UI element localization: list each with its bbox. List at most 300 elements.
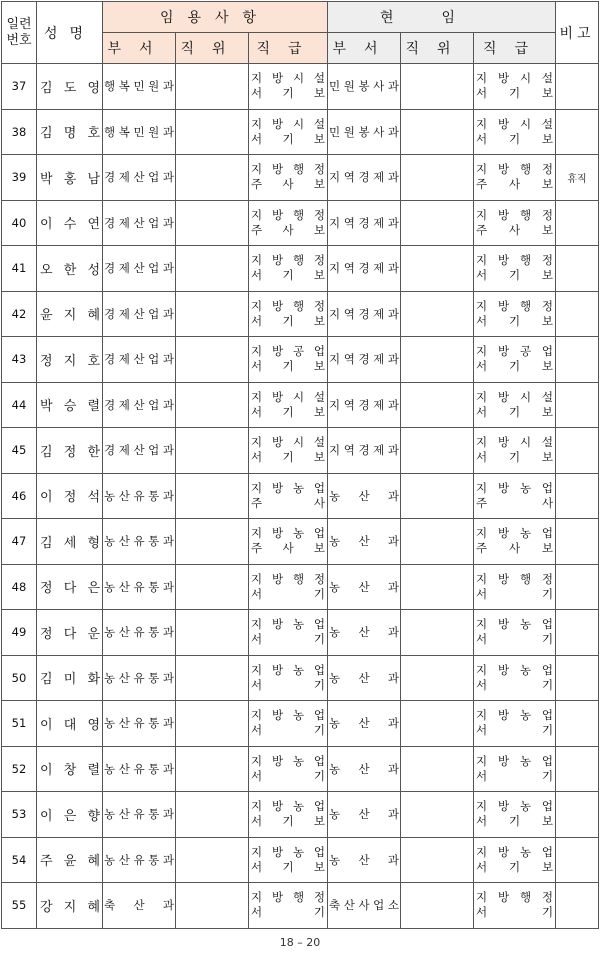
row-current-position (401, 701, 474, 747)
table-row (2, 155, 599, 201)
row-note (556, 109, 599, 155)
row-current-dept (328, 337, 401, 383)
row-current-grade-line-2: 서 기 보 (476, 814, 554, 829)
row-new-position (176, 655, 249, 701)
row-note (556, 200, 599, 246)
row-current-grade-line-2: 서 기 보 (476, 313, 554, 328)
row-name (37, 883, 103, 929)
row-new-grade (249, 746, 328, 792)
row-current-dept-text: 농 산 과 (329, 579, 399, 594)
row-current-dept-text: 농 산 과 (329, 807, 399, 822)
row-seq-number: 54 (2, 837, 37, 883)
row-current-grade-line-1: 지 방 행 정 (476, 207, 554, 222)
row-name-text: 윤 지 혜 (40, 308, 100, 324)
row-name (37, 701, 103, 747)
row-note (556, 64, 599, 110)
row-note: 휴직 (556, 155, 599, 201)
row-seq-number: 44 (2, 382, 37, 428)
row-new-grade (249, 200, 328, 246)
row-new-grade (249, 792, 328, 838)
row-new-grade (249, 109, 328, 155)
row-new-dept (103, 883, 176, 929)
table-row (2, 655, 599, 701)
row-name-text: 김 도 영 (40, 80, 100, 96)
row-name-text: 김 미 화 (40, 672, 100, 688)
table-row (2, 519, 599, 565)
row-current-grade (474, 473, 556, 519)
row-name (37, 246, 103, 292)
row-current-grade-line-1: 지 방 농 업 (476, 480, 554, 495)
row-new-dept (103, 519, 176, 565)
row-current-grade (474, 837, 556, 883)
row-new-dept-text: 행 복 민 원 과 (104, 79, 174, 94)
row-new-grade-line-2: 서 기 (251, 768, 326, 783)
row-current-grade (474, 337, 556, 383)
row-current-grade-line-1: 지 방 시 설 (476, 389, 554, 404)
row-name (37, 337, 103, 383)
appointment-position-header (176, 33, 249, 64)
row-new-dept-text: 농 산 유 통 과 (104, 761, 174, 776)
row-current-grade-line-2: 서 기 보 (476, 450, 554, 465)
row-new-grade (249, 701, 328, 747)
row-new-grade (249, 291, 328, 337)
seq-number-header (2, 2, 37, 64)
appointment-group-header: 임용사항 (103, 2, 328, 33)
row-note (556, 746, 599, 792)
row-new-dept (103, 610, 176, 656)
row-new-position (176, 382, 249, 428)
row-current-grade (474, 610, 556, 656)
row-seq-number: 52 (2, 746, 37, 792)
row-current-grade-line-2: 서 기 (476, 677, 554, 692)
row-current-grade (474, 291, 556, 337)
row-new-dept (103, 428, 176, 474)
row-current-grade-line-2: 서 기 (476, 723, 554, 738)
row-seq-number: 40 (2, 200, 37, 246)
row-new-position (176, 883, 249, 929)
row-note (556, 564, 599, 610)
row-current-dept (328, 519, 401, 565)
row-name-text: 이 은 향 (40, 808, 100, 824)
current-position-header (401, 33, 474, 64)
row-new-grade-line-1: 지 방 농 업 (251, 662, 326, 677)
row-new-dept-text: 경 제 산 업 과 (104, 170, 174, 185)
row-current-dept-text: 민 원 봉 사 과 (329, 124, 399, 139)
row-new-grade-line-2: 서 기 (251, 586, 326, 601)
row-current-dept-text: 민 원 봉 사 과 (329, 79, 399, 94)
row-current-dept (328, 837, 401, 883)
page-number: 18 – 20 (279, 936, 321, 949)
row-current-grade-line-1: 지 방 시 설 (476, 435, 554, 450)
row-current-position (401, 473, 474, 519)
row-current-dept-text: 농 산 과 (329, 670, 399, 685)
row-current-grade (474, 155, 556, 201)
table-row (2, 337, 599, 383)
row-new-grade-line-2: 서 기 보 (251, 131, 326, 146)
row-new-grade-line-2: 서 기 (251, 632, 326, 647)
row-new-grade (249, 382, 328, 428)
row-new-dept (103, 837, 176, 883)
row-current-dept (328, 473, 401, 519)
row-current-dept-text: 농 산 과 (329, 488, 399, 503)
row-current-grade-line-1: 지 방 농 업 (476, 617, 554, 632)
row-current-grade (474, 428, 556, 474)
row-new-grade-line-1: 지 방 농 업 (251, 526, 326, 541)
appointment-grade-header (249, 33, 328, 64)
row-current-dept-text: 지 역 경 제 과 (329, 170, 399, 185)
row-current-dept-text: 농 산 과 (329, 534, 399, 549)
row-new-grade (249, 64, 328, 110)
row-new-grade-line-1: 지 방 시 설 (251, 435, 326, 450)
row-current-dept (328, 291, 401, 337)
row-new-grade (249, 428, 328, 474)
seq-header-line1: 일련 (6, 16, 32, 32)
row-current-grade-line-2: 서 기 보 (476, 86, 554, 101)
row-new-grade-line-1: 지 방 농 업 (251, 480, 326, 495)
row-note (556, 701, 599, 747)
table-row (2, 200, 599, 246)
row-seq-number: 45 (2, 428, 37, 474)
appointment-dept-label: 부서 (107, 41, 171, 57)
row-new-grade-line-2: 주 사 보 (251, 177, 326, 192)
row-new-position (176, 337, 249, 383)
row-new-grade (249, 655, 328, 701)
row-note (556, 610, 599, 656)
row-name-text: 박 승 렬 (40, 399, 100, 415)
row-seq-number: 37 (2, 64, 37, 110)
table-row (2, 564, 599, 610)
row-new-position (176, 291, 249, 337)
row-new-grade-line-2: 서 기 보 (251, 313, 326, 328)
row-current-grade-line-2: 서 기 보 (476, 404, 554, 419)
row-seq-number: 42 (2, 291, 37, 337)
table-body (2, 64, 599, 929)
row-name-text: 정 다 운 (40, 626, 100, 642)
row-name-text: 김 정 한 (40, 444, 100, 460)
row-note (556, 519, 599, 565)
current-position-label: 직위 (405, 41, 469, 57)
row-note (556, 655, 599, 701)
row-current-position (401, 883, 474, 929)
row-current-position (401, 109, 474, 155)
row-current-dept (328, 246, 401, 292)
row-new-grade-line-2: 서 기 보 (251, 359, 326, 374)
row-new-grade-line-2: 서 기 보 (251, 86, 326, 101)
row-new-position (176, 746, 249, 792)
row-new-grade-line-1: 지 방 공 업 (251, 344, 326, 359)
row-name-text: 이 수 연 (40, 217, 100, 233)
appointment-position-label: 직위 (180, 41, 244, 57)
row-new-grade-line-1: 지 방 농 업 (251, 844, 326, 859)
row-current-dept-text: 지 역 경 제 과 (329, 397, 399, 412)
row-name-text: 강 지 혜 (40, 899, 100, 915)
row-new-dept-text: 경 제 산 업 과 (104, 352, 174, 367)
row-current-grade-line-1: 지 방 시 설 (476, 71, 554, 86)
table-row (2, 701, 599, 747)
row-seq-number: 49 (2, 610, 37, 656)
table-row (2, 473, 599, 519)
row-name (37, 200, 103, 246)
row-new-dept-text: 농 산 유 통 과 (104, 852, 174, 867)
row-note (556, 246, 599, 292)
row-new-position (176, 473, 249, 519)
row-current-grade-line-2: 서 기 보 (476, 268, 554, 283)
row-new-grade-line-1: 지 방 농 업 (251, 799, 326, 814)
row-current-position (401, 746, 474, 792)
seq-header-line2: 번호 (6, 32, 32, 48)
row-seq-number: 51 (2, 701, 37, 747)
row-name (37, 155, 103, 201)
row-current-grade (474, 382, 556, 428)
table-row (2, 428, 599, 474)
row-current-dept-text: 지 역 경 제 과 (329, 352, 399, 367)
row-new-grade (249, 610, 328, 656)
row-new-grade-line-1: 지 방 행 정 (251, 298, 326, 313)
row-new-grade-line-2: 서 기 보 (251, 450, 326, 465)
row-new-position (176, 792, 249, 838)
table-row (2, 291, 599, 337)
row-new-dept-text: 농 산 유 통 과 (104, 579, 174, 594)
row-new-grade-line-2: 주 사 보 (251, 222, 326, 237)
row-name (37, 428, 103, 474)
row-new-position (176, 246, 249, 292)
row-new-dept (103, 473, 176, 519)
row-name-text: 정 다 은 (40, 581, 100, 597)
row-current-dept-text: 지 역 경 제 과 (329, 261, 399, 276)
row-current-position (401, 337, 474, 383)
row-new-dept-text: 경 제 산 업 과 (104, 215, 174, 230)
row-current-grade-line-2: 서 기 (476, 586, 554, 601)
row-new-position (176, 564, 249, 610)
row-current-grade-line-1: 지 방 농 업 (476, 662, 554, 677)
row-current-dept (328, 200, 401, 246)
row-current-grade (474, 701, 556, 747)
row-new-grade-line-1: 지 방 행 정 (251, 207, 326, 222)
row-new-grade-line-1: 지 방 행 정 (251, 571, 326, 586)
row-new-grade-line-1: 지 방 농 업 (251, 708, 326, 723)
row-note (556, 883, 599, 929)
row-new-grade-line-1: 지 방 농 업 (251, 617, 326, 632)
row-current-grade-line-1: 지 방 농 업 (476, 799, 554, 814)
row-current-grade-line-1: 지 방 행 정 (476, 298, 554, 313)
appointment-dept-header (103, 33, 176, 64)
table-row (2, 64, 599, 110)
name-header: 성명 (37, 2, 103, 64)
row-current-position (401, 64, 474, 110)
row-new-dept (103, 655, 176, 701)
row-new-grade-line-1: 지 방 행 정 (251, 890, 326, 905)
row-new-dept (103, 200, 176, 246)
row-new-grade-line-1: 지 방 시 설 (251, 71, 326, 86)
row-current-grade-line-2: 주 사 보 (476, 177, 554, 192)
row-seq-number: 48 (2, 564, 37, 610)
row-name (37, 746, 103, 792)
note-header: 비고 (556, 2, 599, 64)
row-current-dept-text: 농 산 과 (329, 761, 399, 776)
row-seq-number: 53 (2, 792, 37, 838)
row-current-position (401, 291, 474, 337)
row-seq-number: 39 (2, 155, 37, 201)
row-current-position (401, 564, 474, 610)
row-note (556, 428, 599, 474)
row-new-grade-line-2: 서 기 보 (251, 404, 326, 419)
row-current-position (401, 382, 474, 428)
row-new-grade-line-1: 지 방 행 정 (251, 253, 326, 268)
row-new-position (176, 200, 249, 246)
row-name-text: 박 홍 남 (40, 171, 100, 187)
row-new-dept-text: 농 산 유 통 과 (104, 534, 174, 549)
row-new-dept (103, 246, 176, 292)
row-name-text: 이 정 석 (40, 490, 100, 506)
row-current-grade-line-1: 지 방 농 업 (476, 708, 554, 723)
row-note (556, 473, 599, 519)
row-current-grade (474, 564, 556, 610)
row-current-grade-line-2: 서 기 (476, 632, 554, 647)
current-dept-header (328, 33, 401, 64)
row-seq-number: 43 (2, 337, 37, 383)
row-current-position (401, 246, 474, 292)
row-current-dept (328, 564, 401, 610)
row-current-dept-text: 축 산 사 업 소 (329, 898, 399, 913)
row-current-grade-line-1: 지 방 농 업 (476, 526, 554, 541)
row-new-dept (103, 792, 176, 838)
table-row (2, 610, 599, 656)
row-new-grade-line-2: 서 기 (251, 905, 326, 920)
row-new-grade-line-2: 서 기 (251, 723, 326, 738)
row-seq-number: 50 (2, 655, 37, 701)
row-current-grade-line-1: 지 방 농 업 (476, 844, 554, 859)
row-new-position (176, 64, 249, 110)
row-new-dept (103, 746, 176, 792)
row-new-dept-text: 농 산 유 통 과 (104, 488, 174, 503)
row-new-grade-line-2: 서 기 보 (251, 814, 326, 829)
row-name (37, 610, 103, 656)
row-current-grade (474, 746, 556, 792)
row-new-position (176, 155, 249, 201)
row-current-dept-text: 지 역 경 제 과 (329, 443, 399, 458)
row-note (556, 837, 599, 883)
row-seq-number: 38 (2, 109, 37, 155)
row-new-position (176, 519, 249, 565)
row-name-text: 이 창 렬 (40, 763, 100, 779)
row-new-grade (249, 473, 328, 519)
row-current-grade-line-1: 지 방 행 정 (476, 571, 554, 586)
row-current-grade-line-1: 지 방 행 정 (476, 162, 554, 177)
row-new-grade-line-1: 지 방 행 정 (251, 162, 326, 177)
row-current-dept-text: 지 역 경 제 과 (329, 306, 399, 321)
row-new-grade-line-2: 주 사 (251, 495, 326, 510)
row-current-dept (328, 701, 401, 747)
table-row (2, 792, 599, 838)
row-name (37, 837, 103, 883)
row-new-dept-text: 경 제 산 업 과 (104, 443, 174, 458)
row-new-dept-text: 농 산 유 통 과 (104, 625, 174, 640)
row-new-dept (103, 337, 176, 383)
row-new-grade (249, 155, 328, 201)
table-row (2, 246, 599, 292)
row-current-dept (328, 428, 401, 474)
row-current-position (401, 792, 474, 838)
row-current-grade (474, 200, 556, 246)
row-name (37, 655, 103, 701)
row-current-grade (474, 655, 556, 701)
row-new-position (176, 701, 249, 747)
row-current-grade-line-2: 주 사 보 (476, 541, 554, 556)
row-current-dept (328, 64, 401, 110)
row-seq-number: 46 (2, 473, 37, 519)
row-new-dept-text: 농 산 유 통 과 (104, 807, 174, 822)
row-new-position (176, 837, 249, 883)
row-current-grade-line-2: 서 기 (476, 905, 554, 920)
row-current-grade-line-1: 지 방 행 정 (476, 890, 554, 905)
row-current-dept (328, 382, 401, 428)
table-row (2, 109, 599, 155)
row-current-dept (328, 610, 401, 656)
row-current-dept-text: 농 산 과 (329, 716, 399, 731)
row-current-position (401, 200, 474, 246)
current-dept-label: 부서 (332, 41, 396, 57)
row-new-dept-text: 농 산 유 통 과 (104, 670, 174, 685)
row-new-grade (249, 246, 328, 292)
row-name-text: 김 세 형 (40, 535, 100, 551)
row-current-grade-line-2: 주 사 보 (476, 222, 554, 237)
row-new-dept (103, 382, 176, 428)
row-current-dept-text: 농 산 과 (329, 852, 399, 867)
row-current-grade-line-2: 서 기 (476, 768, 554, 783)
row-current-grade-line-1: 지 방 행 정 (476, 253, 554, 268)
row-name (37, 564, 103, 610)
row-current-grade-line-1: 지 방 농 업 (476, 753, 554, 768)
row-current-position (401, 655, 474, 701)
current-grade-header (474, 33, 556, 64)
appointment-grade-label: 직급 (256, 41, 320, 57)
row-current-grade-line-1: 지 방 시 설 (476, 116, 554, 131)
row-note (556, 291, 599, 337)
row-current-grade (474, 246, 556, 292)
row-current-grade (474, 883, 556, 929)
row-new-dept (103, 291, 176, 337)
row-current-grade-line-2: 서 기 보 (476, 359, 554, 374)
row-note (556, 792, 599, 838)
row-current-dept (328, 883, 401, 929)
row-seq-number: 41 (2, 246, 37, 292)
current-grade-label: 직급 (483, 41, 547, 57)
row-current-grade (474, 519, 556, 565)
row-current-position (401, 519, 474, 565)
row-new-grade-line-2: 서 기 보 (251, 859, 326, 874)
row-current-position (401, 610, 474, 656)
row-new-grade-line-1: 지 방 시 설 (251, 389, 326, 404)
row-name (37, 109, 103, 155)
row-new-dept-text: 경 제 산 업 과 (104, 261, 174, 276)
row-name (37, 291, 103, 337)
row-current-grade-line-2: 서 기 보 (476, 859, 554, 874)
row-new-position (176, 428, 249, 474)
row-new-dept-text: 행 복 민 원 과 (104, 124, 174, 139)
row-current-dept-text: 농 산 과 (329, 625, 399, 640)
row-new-grade-line-1: 지 방 농 업 (251, 753, 326, 768)
row-current-dept-text: 지 역 경 제 과 (329, 215, 399, 230)
current-group-header: 현임 (328, 2, 556, 33)
personnel-appointment-table (1, 1, 599, 929)
row-current-grade (474, 64, 556, 110)
row-new-grade (249, 519, 328, 565)
row-new-dept-text: 경 제 산 업 과 (104, 397, 174, 412)
row-new-dept-text: 축 산 과 (104, 898, 174, 913)
row-new-dept-text: 경 제 산 업 과 (104, 306, 174, 321)
row-new-grade-line-2: 주 사 보 (251, 541, 326, 556)
row-new-dept (103, 64, 176, 110)
